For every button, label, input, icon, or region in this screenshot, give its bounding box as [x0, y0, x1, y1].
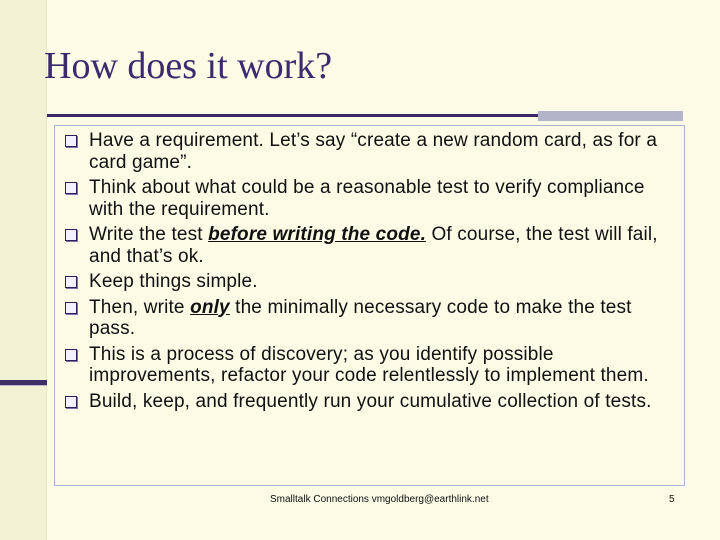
bullet-square-icon [65, 229, 77, 241]
bullet-text: Have a requirement. Let’s say “create a new random card, as for a card game”. [89, 130, 658, 173]
bullet-item [65, 177, 673, 220]
bullet-square-icon [65, 396, 77, 408]
bullet-square-icon [65, 302, 77, 314]
bullet-emphasis: only [190, 296, 230, 318]
title-underline-rule [47, 114, 538, 117]
bullet-text-before: Then, write [89, 296, 191, 318]
bullet-text: Build, keep, and frequently run your cumulative collection of tests. [89, 390, 652, 412]
bullet-square-icon [65, 182, 77, 194]
bullet-text-after: Of course, the test will fail, and that’s ok. [89, 224, 658, 267]
content-box [54, 125, 685, 486]
bullet-text: This is a process of discovery; as you identify possible improvements, refactor your code relentlessly to implement them. [89, 343, 649, 386]
left-sidebar-band [0, 0, 47, 540]
bullet-list [65, 130, 673, 416]
bullet-item [65, 297, 673, 340]
title-rule-gray-block [538, 111, 683, 121]
bullet-text: Think about what could be a reasonable test to verify compliance with the requirement. [89, 177, 645, 220]
bullet-text-before: Write the test [89, 224, 209, 245]
slide-footer: Smalltalk Connections vmgoldberg@earthlink.net [270, 494, 489, 505]
bullet-item [65, 130, 673, 173]
page-number: 5 [669, 494, 675, 505]
bullet-text-after: the minimally necessary code to make the test pass. [89, 296, 632, 339]
bullet-square-icon [65, 135, 77, 147]
bullet-emphasis: before writing the code. [208, 224, 427, 245]
bullet-item [65, 224, 673, 267]
left-accent-shadow [0, 385, 47, 386]
slide-title: How does it work? [44, 45, 333, 87]
bullet-text: Keep things simple. [89, 271, 258, 292]
bullet-item [65, 271, 673, 293]
bullet-item [65, 391, 673, 413]
bullet-item [65, 344, 673, 387]
bullet-square-icon [65, 276, 77, 288]
bullet-square-icon [65, 349, 77, 361]
